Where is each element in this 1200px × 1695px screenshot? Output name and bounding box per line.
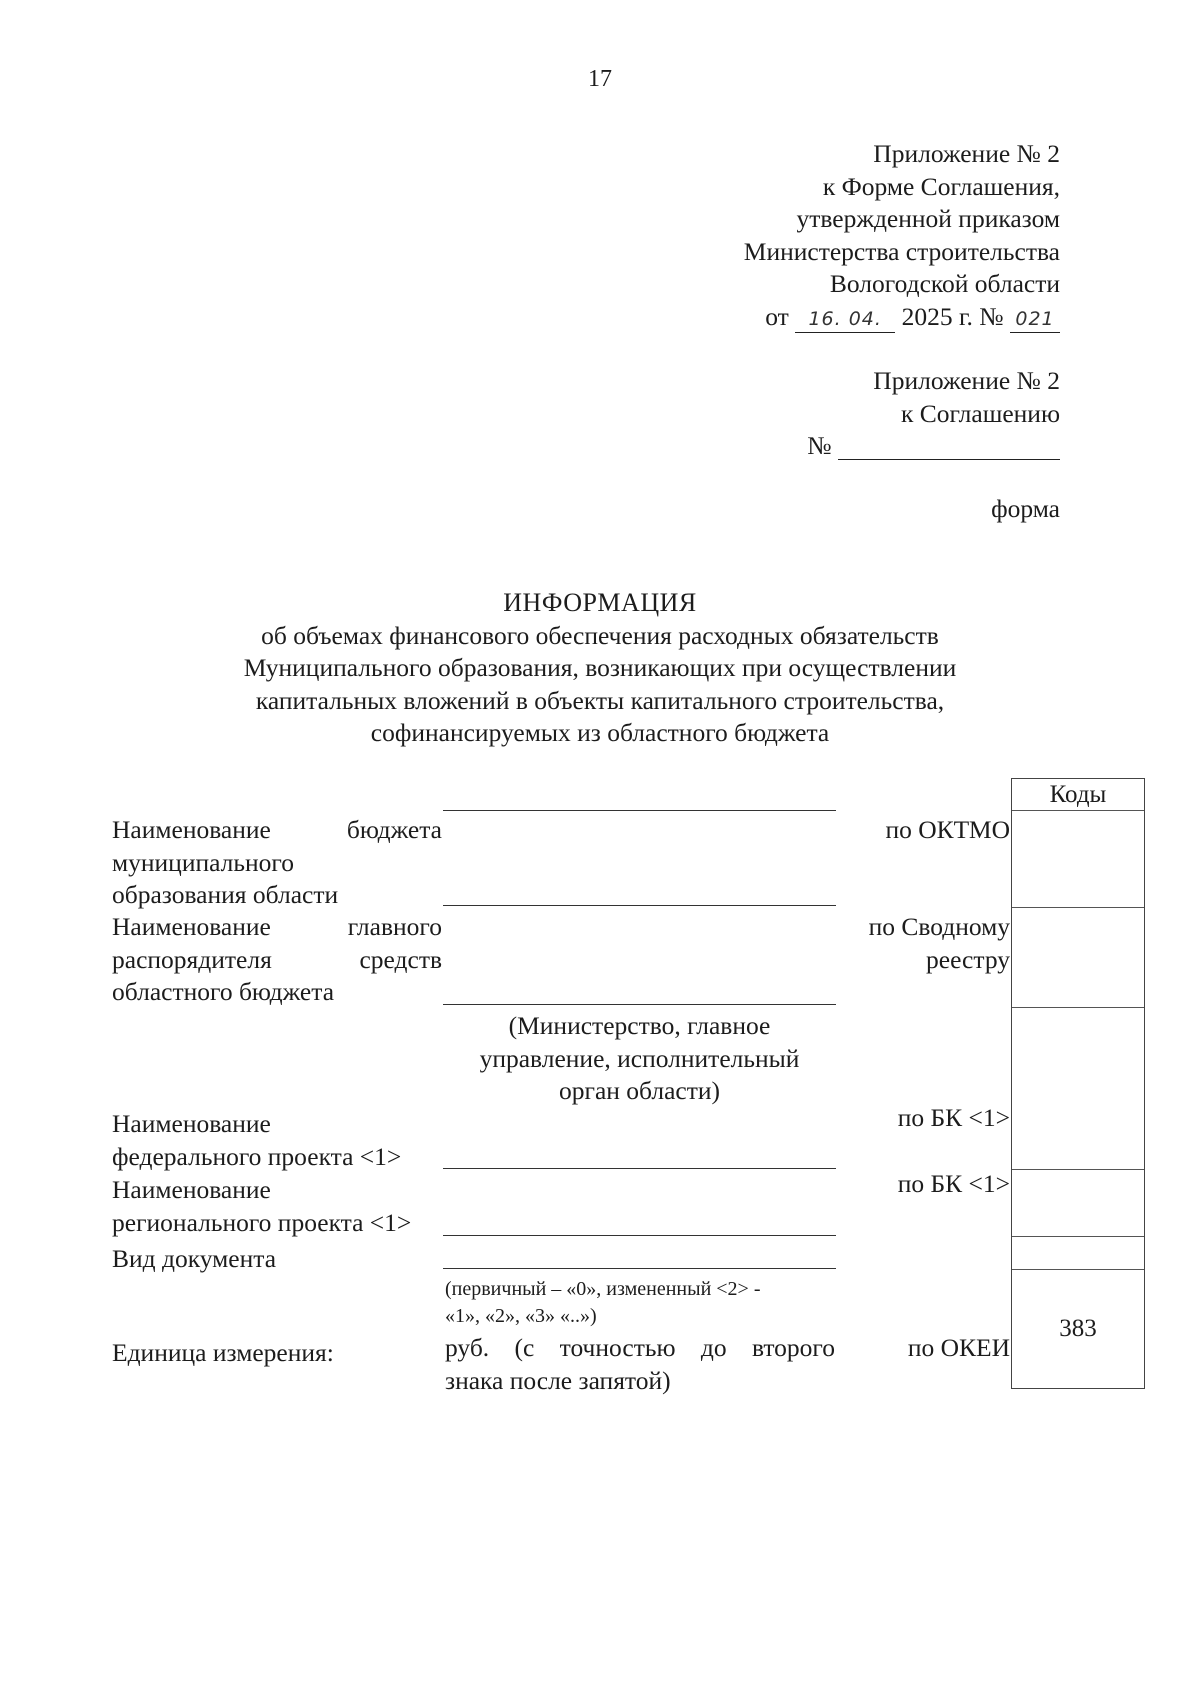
agreement-number-line: [807, 430, 1060, 463]
document-title: [0, 587, 1200, 750]
appendix-agreement: [807, 365, 1060, 463]
code-cell-svodny-reestr: [1012, 908, 1144, 1008]
agreement-number-field: [838, 433, 1060, 460]
code-label-svodny-reestr: по Сводному реестру: [868, 912, 1010, 974]
number-prefix: №: [807, 431, 832, 460]
title-line: об объемах финансового обеспечения расходных обязательств: [261, 620, 939, 650]
date-year: 2025 г. №: [901, 301, 1004, 331]
appendix-line: к Соглашению: [900, 398, 1060, 428]
appendix-line: Министерства строительства: [743, 236, 1060, 266]
page-number: 17: [588, 66, 612, 92]
code-cell-oktmo: [1012, 811, 1144, 908]
label-federal-project: Наименование федерального проекта <1>: [112, 1109, 402, 1171]
code-cell-doc-type: [1012, 1237, 1144, 1270]
title-line: капитальных вложений в объекты капитального строительства,: [255, 685, 945, 715]
handwritten-number: 021: [1010, 306, 1060, 333]
appendix-line: Приложение № 2: [873, 139, 1060, 168]
title-line: Муниципального образования, возникающих при осуществлении: [243, 653, 957, 682]
form-label: форма: [991, 494, 1060, 523]
title-main: ИНФОРМАЦИЯ: [503, 588, 697, 617]
code-label-bk-federal: по БК <1>: [897, 1103, 1010, 1132]
label-doc-type: Вид документа: [112, 1244, 277, 1273]
code-label-okei: по ОКЕИ: [907, 1333, 1010, 1362]
field-grbs-name: [443, 1004, 836, 1005]
code-cell-okei: 383: [1059, 1315, 1097, 1342]
code-label-oktmo: по ОКТМО: [885, 815, 1010, 844]
date-prefix: от: [765, 301, 789, 331]
field-federal-project: [443, 1168, 836, 1169]
appendix-line: Приложение № 2: [873, 366, 1060, 395]
code-cell-bk-federal: [1012, 1008, 1144, 1170]
title-line: софинансируемых из областного бюджета: [370, 718, 830, 747]
appendix-date-line: [744, 301, 1060, 334]
codes-table: [1011, 778, 1145, 1389]
appendix-header: [744, 138, 1060, 333]
field-regional-project: [443, 1235, 836, 1236]
appendix-line: утвержденной приказом: [796, 204, 1060, 233]
codes-header: Коды: [1012, 779, 1144, 811]
appendix-line: Вологодской области: [829, 269, 1060, 298]
field-doc-type: [443, 1268, 836, 1269]
unit-value: руб. (с точностью до второго знака после запятой): [445, 1333, 835, 1395]
field-budget-name: [443, 905, 836, 906]
label-regional-project: Наименование регионального проекта <1>: [112, 1175, 412, 1237]
field-top-line: [443, 810, 836, 811]
grbs-note: (Министерство, главное управление, исполнительный орган области): [479, 1011, 800, 1105]
handwritten-date: 16. 04.: [795, 306, 895, 333]
label-unit: Единица измерения:: [112, 1338, 334, 1367]
label-budget-name: Наименование бюджета муниципального образования области: [112, 815, 442, 909]
doc-type-note: (первичный – «0», измененный <2> - «1», «2», «3» «..»): [445, 1278, 761, 1327]
code-cell-bk-regional: [1012, 1170, 1144, 1237]
appendix-line: к Форме Соглашения,: [822, 171, 1060, 201]
label-grbs-name: Наименование главного распорядителя средств областного бюджета: [112, 912, 442, 1006]
code-label-bk-regional: по БК <1>: [897, 1169, 1010, 1198]
